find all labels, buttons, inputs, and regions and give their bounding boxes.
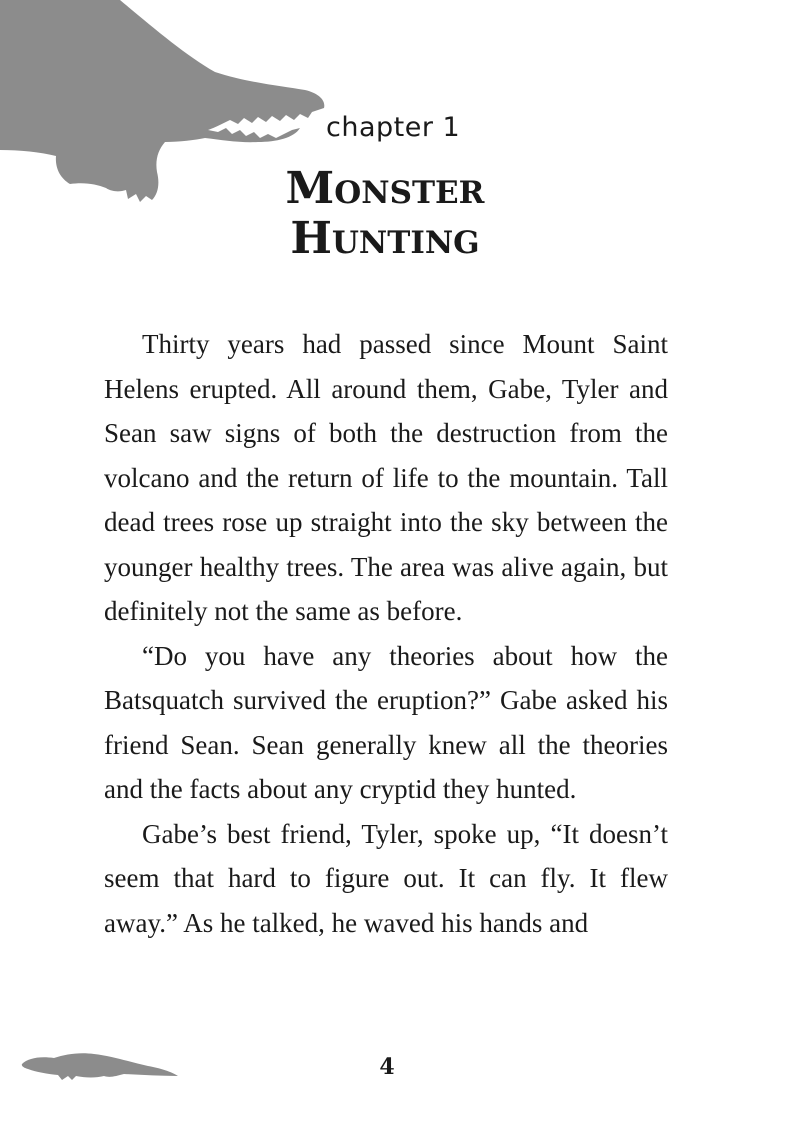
page-number: 4 (379, 1054, 395, 1080)
paragraph-1: Thirty years had passed since Mount Saint Helens erupted. All around them, Gabe, Tyler and Sean saw signs of both the destruction from the volcano and the return of life to the mountain. Tall dead trees rose up straight into the sky between the younger healthy trees. The area was alive again, but definitely not the same as before. (104, 329, 668, 626)
chapter-title (250, 164, 520, 264)
chapter-label: chapter 1 (326, 112, 461, 143)
paragraph-2: “Do you have any theories about how the Batsquatch survived the eruption?” Gabe asked his friend Sean. Sean generally knew all the theories and the facts about any cryptid they hunted. (104, 640, 668, 804)
paragraph-3: Gabe’s best friend, Tyler, spoke up, “It doesn’t seem that hard to figure out. It can fly. It flew away.” As he talked, he waved his hands and (104, 818, 668, 938)
small-crocodile-silhouette-icon (20, 1046, 180, 1082)
chapter-title-line-2: Hunting (290, 213, 480, 264)
chapter-body (104, 322, 668, 945)
chapter-title-line-1: Monster (285, 163, 485, 214)
